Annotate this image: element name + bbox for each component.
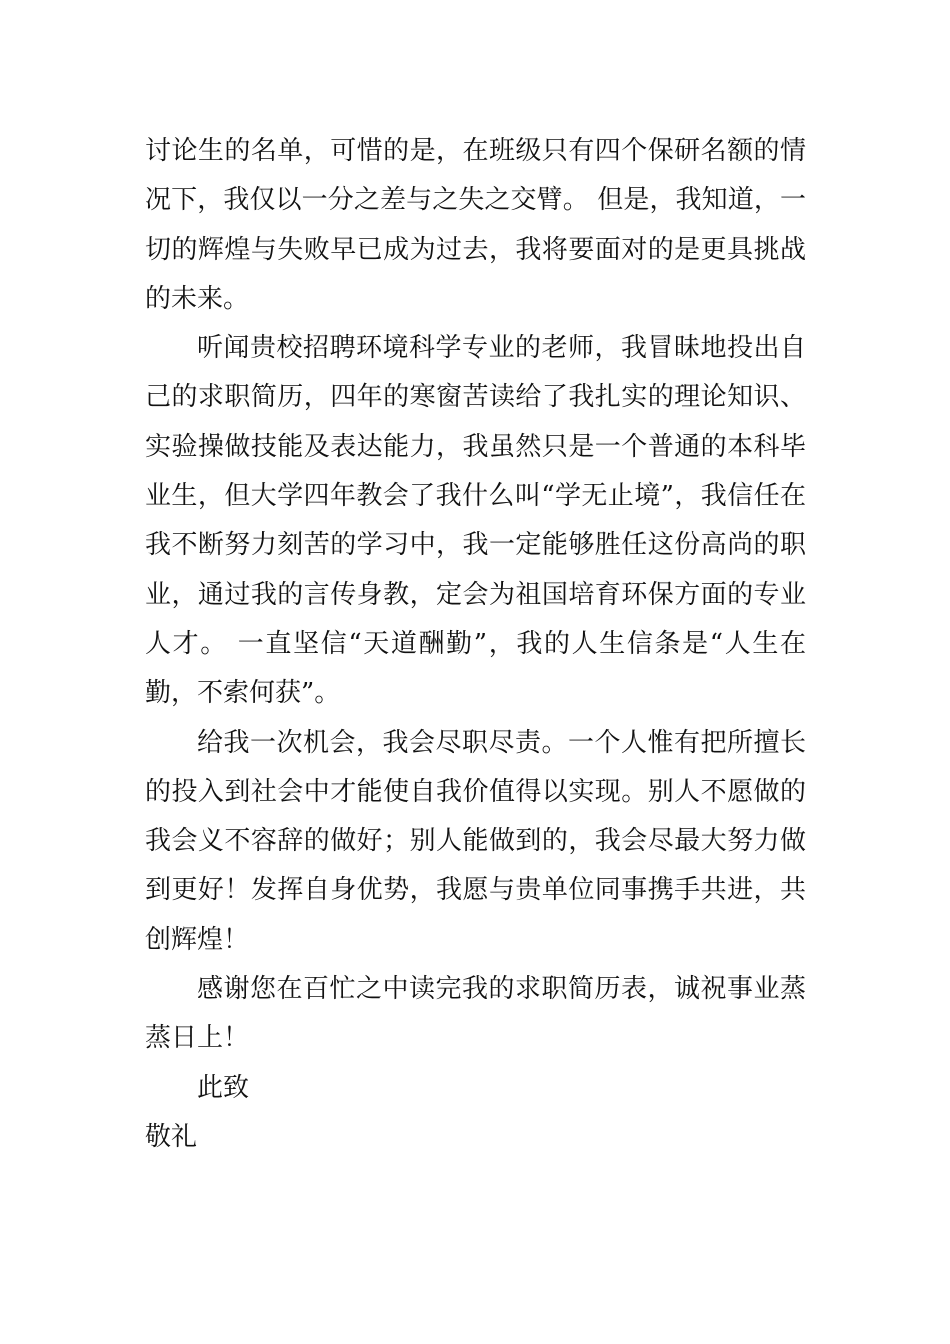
salutation-line: 敬礼	[145, 1121, 198, 1152]
letter-body	[145, 127, 806, 1162]
paragraph-4: 感谢您在百忙之中读完我的求职简历表，诚祝事业蒸蒸日上！	[145, 974, 806, 1054]
paragraph-3: 给我一次机会，我会尽职尽责。一个人惟有把所擅长的投入到社会中才能使自我价值得以实现。别人不愿做的我会义不容辞的做好；别人能做到的，我会尽最大努力做到更好！发挥自身优势，我愿与贵单位同事携手共进，共创辉煌！	[145, 727, 806, 955]
paragraph-1: 讨论生的名单，可惜的是，在班级只有四个保研名额的情况下，我仅以一分之差与之失之交臂。 但是，我知道，一切的辉煌与失败早已成为过去，我将要面对的是更具挑战的未来。	[145, 136, 806, 314]
closing-line: 此致	[197, 1072, 250, 1103]
paragraph-2: 听闻贵校招聘环境科学专业的老师，我冒昧地投出自己的求职简历，四年的寒窗苦读给了我扎实的理论知识、实验操做技能及表达能力，我虽然只是一个普通的本科毕业生，但大学四年教会了我什么叫“学无止境”，我信任在我不断努力刻苦的学习中，我一定能够胜任这份高尚的职业，通过我的言传身教，定会为祖国培育环保方面的专业人才。 一直坚信“天道酬勤”，我的人生信条是“人生在勤，不索何获”。	[145, 333, 806, 709]
